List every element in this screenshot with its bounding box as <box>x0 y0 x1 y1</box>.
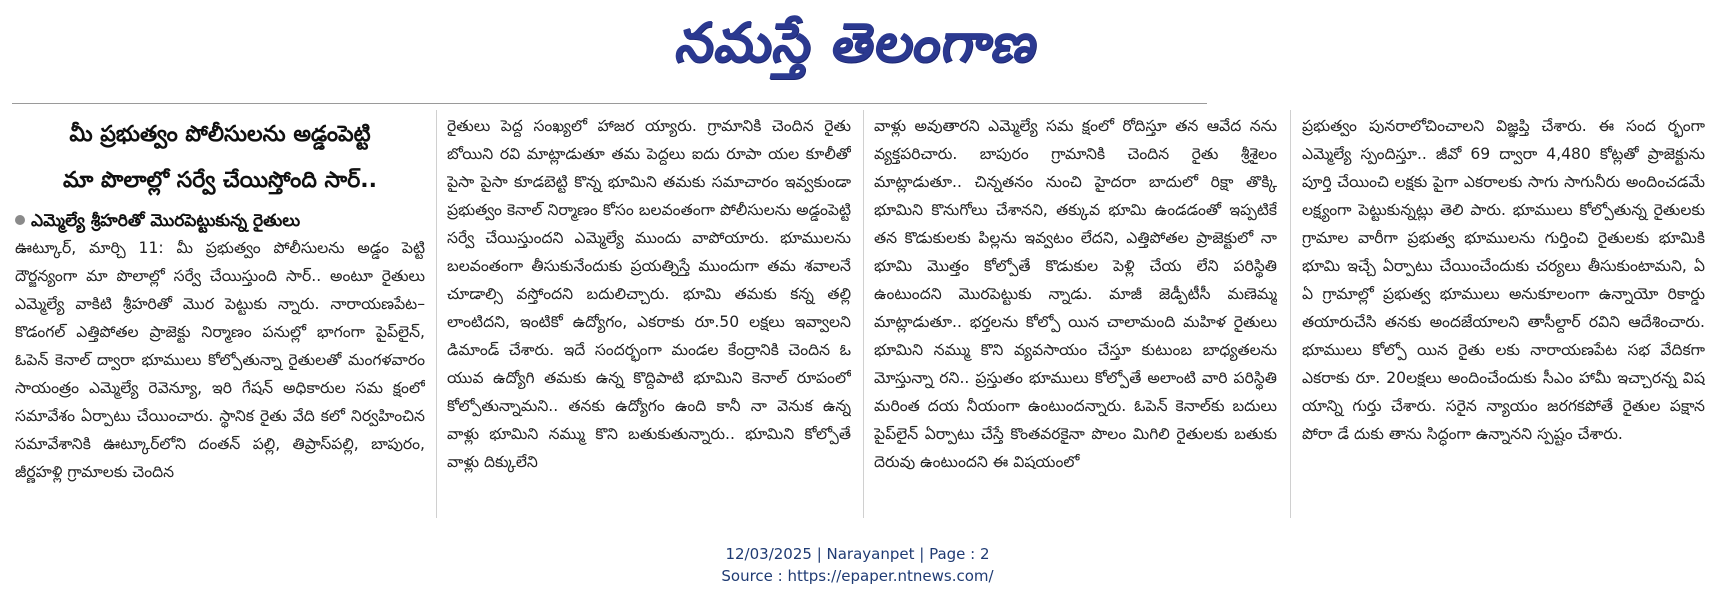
header-divider <box>12 103 1207 104</box>
bullet-icon <box>15 215 25 225</box>
headline-line-2: మా పొలాల్లో సర్వే చేయిస్తోంది సార్.. <box>63 168 377 193</box>
column-divider-2 <box>863 110 864 518</box>
page-footer <box>0 543 1715 587</box>
article-column-1 <box>15 234 425 519</box>
article-headline <box>15 112 425 204</box>
edition-info: 12/03/2025 | Narayanpet | Page : 2 <box>725 545 990 563</box>
column-3-text: వాళ్లు అవుతారని ఎమ్మెల్యే సమ క్షంలో రోదిస్తూ తన ఆవేద నను వ్యక్తపరిచారు. బాపురం గ్రామానికి చెందిన రైతు శ్రీశైలం మాట్లాడుతూ.. చిన్నతనం నుంచి హైదరా బాదులో రిక్షా తొక్కి భూమిని కొనుగోలు చేశానని, తక్కువ భూమి ఉండడంతో ఇప్పటికే తన కొడుకులకు పిల్లను ఇవ్వటం లేదని, ఎత్తిపోతల ప్రాజెక్టులో నా భూమి మొత్తం కోల్పోతే కొడుకుల పెళ్లి చేయ లేని పరిస్థితి ఉంటుందని మొరపెట్టుకు న్నాడు. మాజీ జెడ్పీటీసీ మణెమ్మ మాట్లాడుతూ.. భర్తలను కోల్పో యిన చాలామంది మహిళ రైతులు భూమిని నమ్ము కొని వ్యవసాయం చేస్తూ కుటుంబ బాధ్యతలను మోస్తున్నా రని.. ప్రస్తుతం భూములు కోల్పోతే అలాంటి వారి పరిస్థితి మరింత దయ నీయంగా ఉంటుందన్నారు. ఓపెన్ కెనాల్‌కు బదులు పైప్‌లైన్ ఏర్పాటు చేస్తే కొంతవరకైనా పొలం మిగిలి రైతులకు బతుకు దెరువు ఉంటుందని ఈ విషయంలో <box>874 117 1277 471</box>
column-divider-1 <box>436 110 437 518</box>
column-divider-3 <box>1290 110 1291 518</box>
masthead <box>0 8 1715 78</box>
headline-line-1: మీ ప్రభుత్వం పోలీసులను అడ్డంపెట్టి <box>69 122 371 147</box>
column-2-text: రైతులు పెద్ద సంఖ్యలో హాజర య్యారు. గ్రామానికి చెందిన రైతు బోయిని రవి మాట్లాడుతూ తమ పెద్దలు ఐదు రూపా యల కూలీతో పైసా పైసా కూడబెట్టి కొన్న భూమిని తమకు సమాచారం ఇవ్వకుండా ప్రభుత్వం కెనాల్ నిర్మాణం కోసం బలవంతంగా పోలీసులను అడ్డంపెట్టి సర్వే చేయిస్తుందని ఎమ్మెల్యే ముందు వాపోయారు. భూములను బలవంతంగా తీసుకునేందుకు ప్రయత్నిస్తే ముందుగా తమ శవాలనే చూడాల్సి వస్తోందని బదులిచ్చారు. భూమి తమకు కన్న తల్లి లాంటిదని, ఇంటికో ఉద్యోగం, ఎకరాకు రూ.50 లక్షలు ఇవ్వాలని డిమాండ్ చేశారు. ఇదే సందర్భంగా మండల కేంద్రానికి చెందిన ఓ యువ ఉద్యోగి తమకు ఉన్న కొద్దిపాటి భూమిని కెనాల్ రూపంలో కోల్పోతున్నామని.. తనకు ఉద్యోగం ఉంది కానీ నా వెనుక ఉన్న వాళ్లు భూమిని నమ్ము కొని బతుకుతున్నారు.. భూమిని కోల్పోతే వాళ్లు దిక్కులేని <box>447 117 851 471</box>
article-column-4 <box>1302 112 1705 522</box>
newspaper-logo: నమస్తే తెలంగాణ <box>671 11 1045 74</box>
article-subheadline <box>15 208 425 234</box>
article-column-3 <box>874 112 1277 522</box>
subheadline-text: ఎమ్మెల్యే శ్రీహరితో మొరపెట్టుకున్న రైతులు <box>31 211 301 231</box>
column-4-text: ప్రభుత్వం పునరాలోచించాలని విజ్ఞప్తి చేశారు. ఈ సంద ర్భంగా ఎమ్మెల్యే స్పందిస్తూ.. జీవో 69 ద్వారా 4,480 కోట్లతో ప్రాజెక్టును పూర్తి చేయించి లక్షకు పైగా ఎకరాలకు సాగు సాగునీరు అందించడమే లక్ష్యంగా పెట్టుకున్నట్లు తెలి పారు. భూములు కోల్పోతున్న రైతులకు గ్రామాల వారీగా ప్రభుత్వ భూములను గుర్తించి రైతులకు భూమికి భూమి ఇచ్చే ఏర్పాటు చేయించేందుకు చర్యలు తీసుకుంటామని, ఏ ఏ గ్రామాల్లో ప్రభుత్వ భూములు అనుకూలంగా ఉన్నాయో రికార్డు తయారుచేసి తనకు అందజేయాలని తాసీల్దార్ రవిని ఆదేశించారు. భూములు కోల్పో యిన రైతు లకు నారాయణపేట సభ వేదికగా ఎకరాకు రూ. 20లక్షలు అందించేందుకు సీఎం హామీ ఇచ్చారన్న విష యాన్ని గుర్తు చేశారు. సరైన న్యాయం జరగకపోతే రైతుల పక్షాన పోరా డే దుకు తాను సిద్ధంగా ఉన్నానని స్పష్టం చేశారు. <box>1302 117 1705 443</box>
column-1-text: ఊట్కూర్, మార్చి 11: మీ ప్రభుత్వం పోలీసులను అడ్డం పెట్టి దౌర్జన్యంగా మా పొలాల్లో సర్వే చేయిస్తుంది సార్.. అంటూ రైతులు ఎమ్మెల్యే వాకిటి శ్రీహరితో మొర పెట్టుకు న్నారు. నారాయణపేట– కొడంగల్ ఎత్తిపోతల ప్రాజెక్టు నిర్మాణం పనుల్లో భాగంగా పైప్‌లైన్, ఓపెన్ కెనాల్ ద్వారా భూములు కోల్పోతున్నా రైతులతో మంగళవారం సాయంత్రం ఎమ్మెల్యే రెవెన్యూ, ఇరి గేషన్ అధికారుల సమ క్షంలో సమావేశం ఏర్పాటు చేయించారు. స్థానిక రైతు వేది కలో నిర్వహించిన సమావేశానికి ఊట్కూర్‌లోని దంతన్ పల్లి, తిప్రాస్‌పల్లి, బాపురం, జీర్ణహళ్లి గ్రామాలకు చెందిన <box>15 239 425 481</box>
article-column-2 <box>447 112 851 522</box>
source-link[interactable]: Source : https://epaper.ntnews.com/ <box>721 567 994 585</box>
